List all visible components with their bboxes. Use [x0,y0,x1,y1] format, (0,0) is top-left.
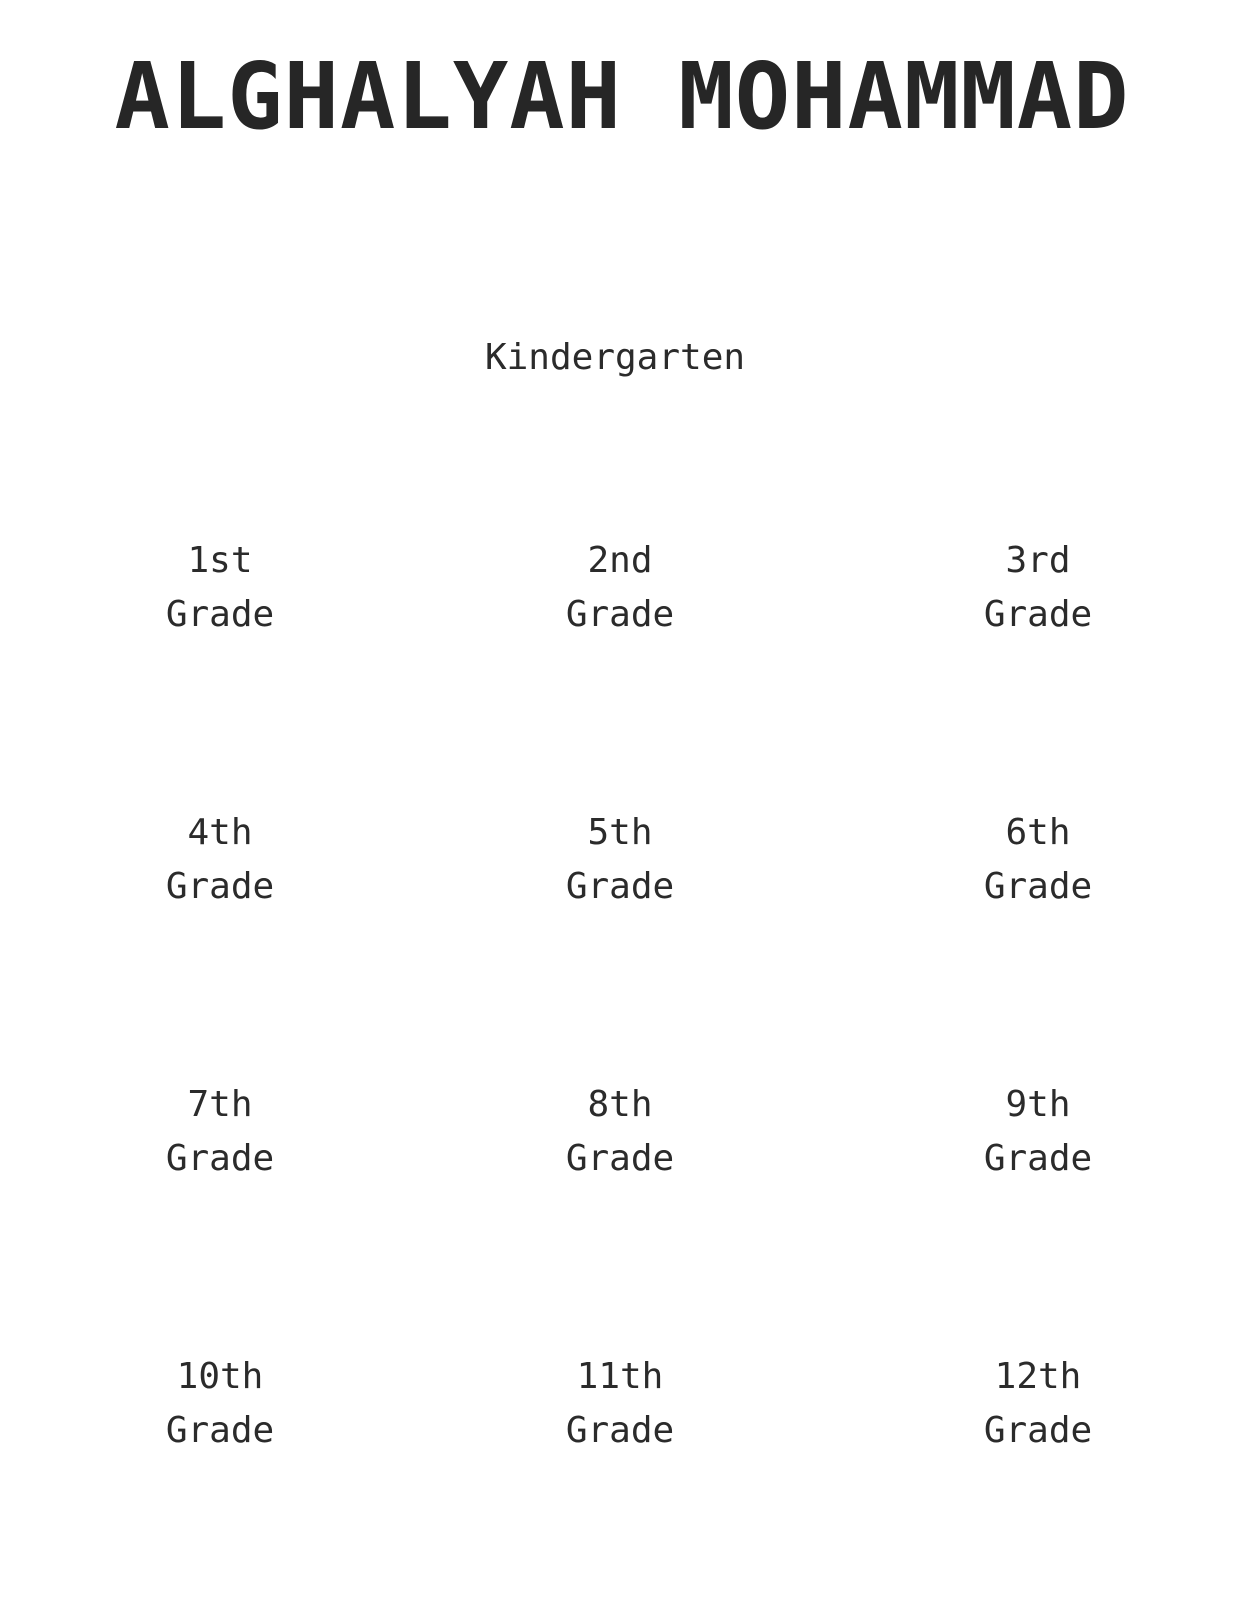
grade-12th [888,1350,1188,1458]
grade-ordinal: 11th [576,1356,664,1397]
grade-6th [888,806,1188,914]
grade-label: Grade [983,1138,1093,1179]
grade-label: Grade [983,866,1093,907]
grade-label: Grade [165,1410,275,1451]
grade-ordinal: 8th [587,1084,653,1125]
grade-label: Grade [565,866,675,907]
grade-10th [70,1350,370,1458]
kindergarten-label: Kindergarten [484,337,746,378]
grade-label: Grade [983,594,1093,635]
grade-ordinal: 3rd [1005,540,1071,581]
grade-ordinal: 4th [187,812,253,853]
grade-label: Grade [983,1410,1093,1451]
grade-label: Grade [565,1410,675,1451]
grade-7th [70,1078,370,1186]
grade-2nd [470,534,770,642]
grade-label: Grade [165,594,275,635]
grade-3rd [888,534,1188,642]
grade-5th [470,806,770,914]
grade-8th [470,1078,770,1186]
grade-ordinal: 7th [187,1084,253,1125]
grade-ordinal: 2nd [587,540,653,581]
grade-1st [70,534,370,642]
grade-label: Grade [165,866,275,907]
grade-ordinal: 10th [176,1356,264,1397]
grade-9th [888,1078,1188,1186]
grade-4th [70,806,370,914]
grade-ordinal: 9th [1005,1084,1071,1125]
grade-11th [470,1350,770,1458]
page-title: ALGHALYAH MOHAMMAD [114,43,1130,150]
grade-label: Grade [165,1138,275,1179]
grade-label: Grade [565,1138,675,1179]
grade-ordinal: 6th [1005,812,1071,853]
grade-ordinal: 5th [587,812,653,853]
grade-ordinal: 1st [187,540,253,581]
grade-ordinal: 12th [994,1356,1082,1397]
grade-label: Grade [565,594,675,635]
